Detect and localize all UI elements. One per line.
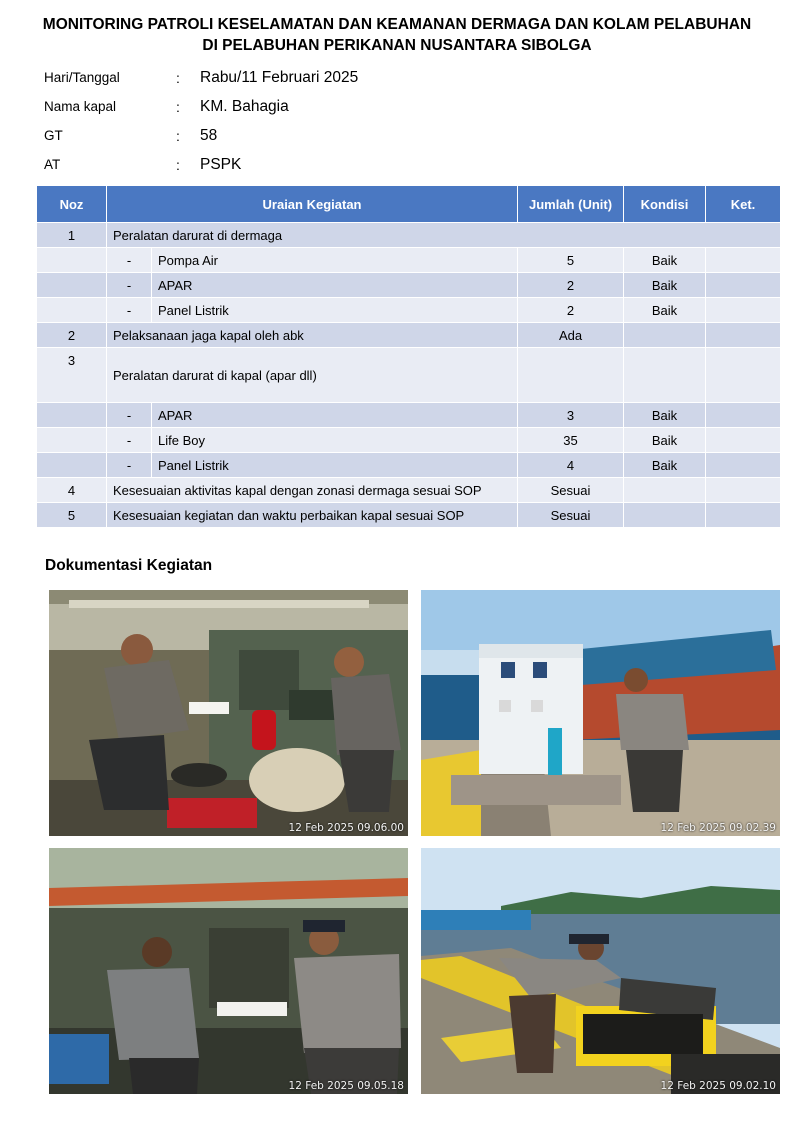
photo-onboard-check-image <box>49 848 408 1094</box>
cell-no <box>37 298 107 323</box>
cell-jumlah: 2 <box>518 298 624 323</box>
cell-item: Panel Listrik <box>152 453 518 478</box>
cell-jumlah: 3 <box>518 403 624 428</box>
meta-key: GT <box>44 128 63 143</box>
inspection-table <box>36 185 781 528</box>
cell-no <box>37 428 107 453</box>
cell-ket <box>706 453 781 478</box>
cell-item: Panel Listrik <box>152 298 518 323</box>
cell-dash: - <box>107 403 152 428</box>
photo-dock-panel <box>421 590 780 836</box>
header-jumlah: Jumlah (Unit) <box>518 186 624 223</box>
cell-uraian: Pelaksanaan jaga kapal oleh abk <box>107 323 518 348</box>
cell-jumlah: Sesuai <box>518 478 624 503</box>
photo-onboard-check <box>49 848 408 1094</box>
meta-separator: : <box>176 70 180 86</box>
cell-no <box>37 273 107 298</box>
meta-key: Nama kapal <box>44 99 117 114</box>
cell-kondisi <box>624 503 706 528</box>
photo-timestamp: 12 Feb 2025 09.05.18 <box>288 1080 404 1092</box>
meta-value: KM. Bahagia <box>200 98 289 115</box>
table-header-row <box>37 186 781 223</box>
cell-kondisi <box>624 478 706 503</box>
cell-no: 4 <box>37 478 107 503</box>
table-row <box>37 453 781 478</box>
cell-kondisi: Baik <box>624 298 706 323</box>
cell-kondisi: Baik <box>624 428 706 453</box>
photo-engine-room <box>49 590 408 836</box>
cell-no <box>37 248 107 273</box>
cell-ket <box>706 298 781 323</box>
table-row <box>37 273 781 298</box>
photo-timestamp: 12 Feb 2025 09.02.10 <box>660 1080 776 1092</box>
cell-ket <box>706 323 781 348</box>
header-ket: Ket. <box>706 186 781 223</box>
cell-kondisi: Baik <box>624 403 706 428</box>
photo-engine-room-image <box>49 590 408 836</box>
cell-jumlah: 35 <box>518 428 624 453</box>
meta-value: 58 <box>200 127 218 144</box>
cell-item: Pompa Air <box>152 248 518 273</box>
photo-timestamp: 12 Feb 2025 09.06.00 <box>288 822 404 834</box>
cell-no: 5 <box>37 503 107 528</box>
cell-kondisi <box>624 348 706 403</box>
cell-ket <box>706 273 781 298</box>
cell-no <box>37 403 107 428</box>
meta-separator: : <box>176 157 180 173</box>
photo-dock-panel-image <box>421 590 780 836</box>
meta-separator: : <box>176 128 180 144</box>
cell-kondisi: Baik <box>624 248 706 273</box>
cell-item: APAR <box>152 403 518 428</box>
table-row <box>37 503 781 528</box>
cell-jumlah: Ada <box>518 323 624 348</box>
photo-harbor-inspection <box>421 848 780 1094</box>
table-row <box>37 478 781 503</box>
table-row <box>37 323 781 348</box>
cell-dash: - <box>107 428 152 453</box>
cell-item: Life Boy <box>152 428 518 453</box>
cell-no: 2 <box>37 323 107 348</box>
meta-value: PSPK <box>200 156 242 173</box>
cell-dash: - <box>107 298 152 323</box>
meta-separator: : <box>176 99 180 115</box>
photo-harbor-inspection-image <box>421 848 780 1094</box>
meta-value: Rabu/11 Februari 2025 <box>200 69 359 86</box>
cell-no: 3 <box>37 348 107 403</box>
cell-kondisi: Baik <box>624 273 706 298</box>
header-kondisi: Kondisi <box>624 186 706 223</box>
cell-jumlah: 4 <box>518 453 624 478</box>
table-row <box>37 403 781 428</box>
document-title <box>0 14 794 56</box>
documentation-heading: Dokumentasi Kegiatan <box>45 557 213 574</box>
cell-uraian: Kesesuaian kegiatan dan waktu perbaikan kapal sesuai SOP <box>107 503 518 528</box>
cell-jumlah <box>518 348 624 403</box>
cell-ket <box>706 403 781 428</box>
table-row <box>37 223 781 248</box>
cell-uraian: Peralatan darurat di dermaga <box>107 223 781 248</box>
meta-key: AT <box>44 157 61 172</box>
cell-ket <box>706 428 781 453</box>
table-row <box>37 248 781 273</box>
table-row <box>37 348 781 403</box>
cell-no <box>37 453 107 478</box>
meta-key: Hari/Tanggal <box>44 70 120 85</box>
table-row <box>37 428 781 453</box>
cell-ket <box>706 248 781 273</box>
cell-item: APAR <box>152 273 518 298</box>
table-row <box>37 298 781 323</box>
cell-dash: - <box>107 453 152 478</box>
cell-kondisi <box>624 323 706 348</box>
cell-uraian: Kesesuaian aktivitas kapal dengan zonasi dermaga sesuai SOP <box>107 478 518 503</box>
photo-timestamp: 12 Feb 2025 09.02.39 <box>660 822 776 834</box>
cell-dash: - <box>107 248 152 273</box>
header-no: Noz <box>37 186 107 223</box>
cell-ket <box>706 348 781 403</box>
cell-dash: - <box>107 273 152 298</box>
title-line-2: DI PELABUHAN PERIKANAN NUSANTARA SIBOLGA <box>202 37 592 54</box>
cell-ket <box>706 478 781 503</box>
cell-no: 1 <box>37 223 107 248</box>
cell-kondisi: Baik <box>624 453 706 478</box>
title-line-1: MONITORING PATROLI KESELAMATAN DAN KEAMANAN DERMAGA DAN KOLAM PELABUHAN <box>42 16 752 33</box>
cell-ket <box>706 503 781 528</box>
cell-jumlah: Sesuai <box>518 503 624 528</box>
header-uraian: Uraian Kegiatan <box>107 186 518 223</box>
cell-uraian: Peralatan darurat di kapal (apar dll) <box>107 348 518 403</box>
cell-jumlah: 2 <box>518 273 624 298</box>
cell-jumlah: 5 <box>518 248 624 273</box>
